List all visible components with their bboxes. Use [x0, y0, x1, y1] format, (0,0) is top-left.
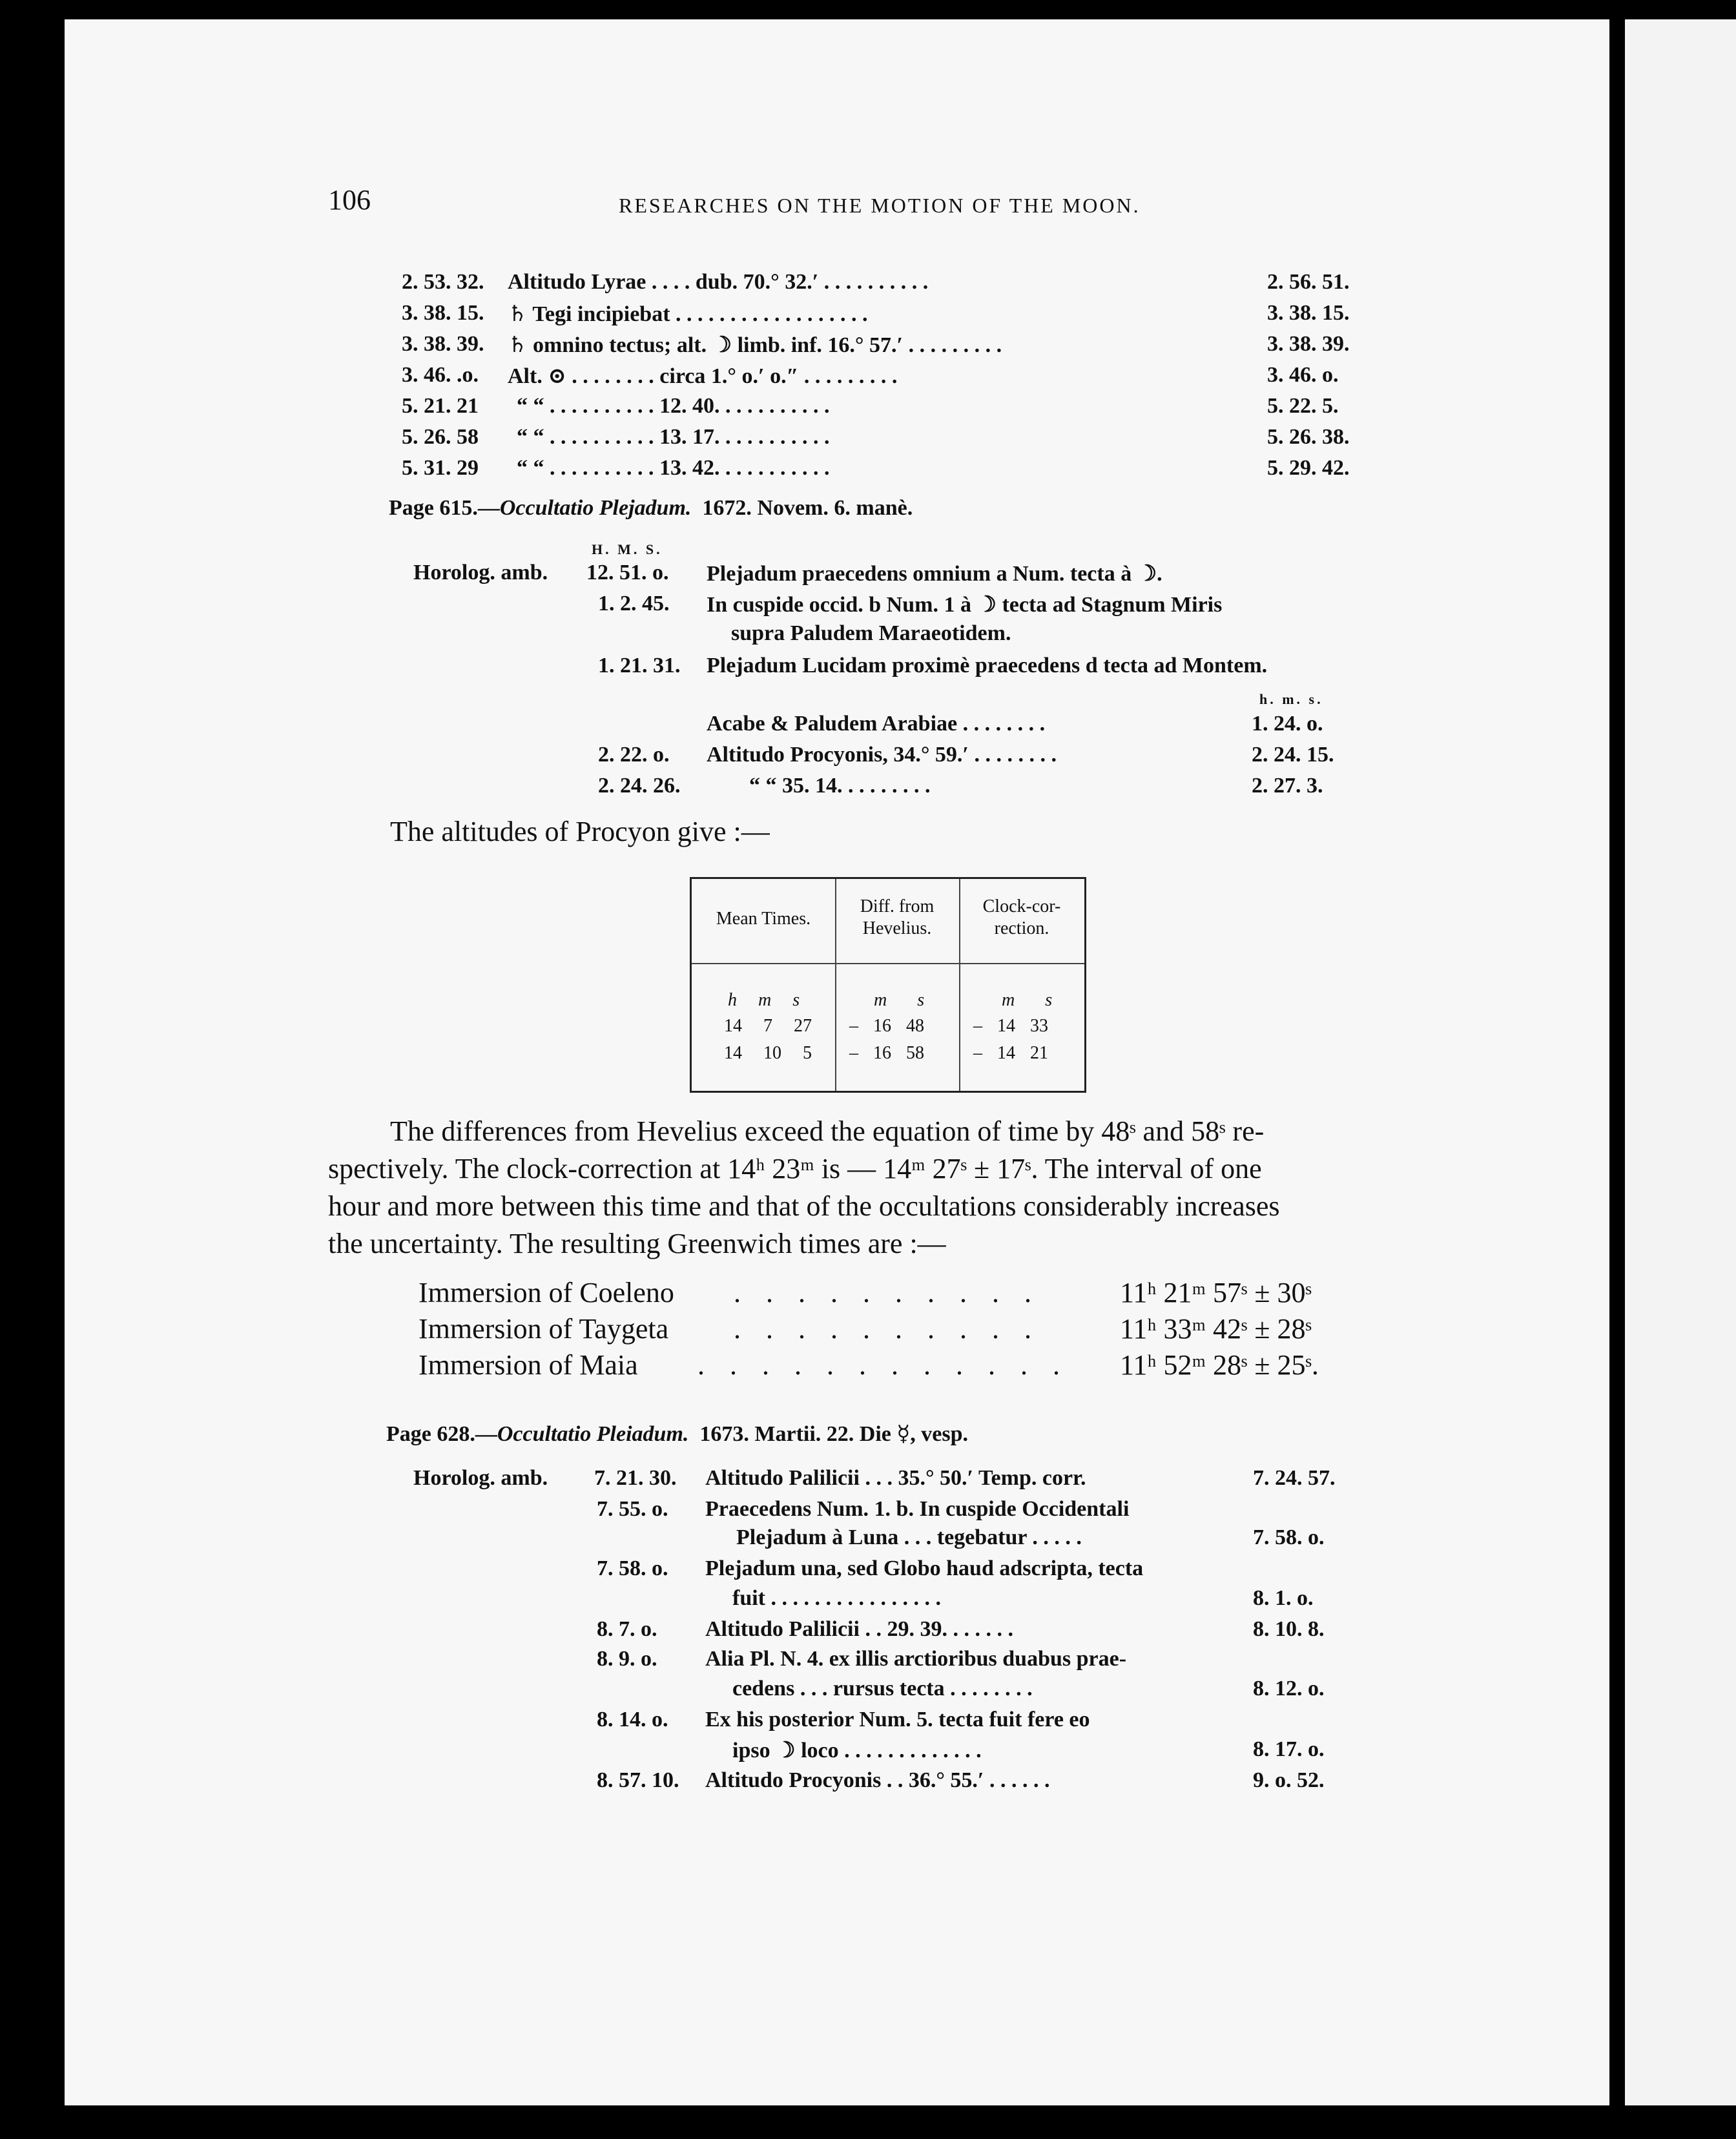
obs-desc: “ “ . . . . . . . . . . 13. 42. . . . . . . . . . . — [517, 456, 830, 480]
table-units: m s — [874, 990, 925, 1010]
obs-result: 8. 1. o. — [1253, 1586, 1314, 1610]
hms-header: H. M. S. — [592, 541, 663, 557]
clock-correction-table — [690, 877, 1086, 1093]
obs-desc: ipso ☽ loco . . . . . . . . . . . . . — [732, 1739, 982, 1762]
obs-result: 3. 38. 39. — [1267, 332, 1350, 356]
obs-desc: Altitudo Procyonis, 34.° 59.′ . . . . . . . . — [707, 743, 1057, 767]
obs-desc: Alt. ⊙ . . . . . . . . circa 1.° o.′ o.″ . . . . . . . . . — [508, 364, 898, 388]
table-col-mean-times — [692, 879, 835, 1091]
obs-result: 9. o. 52. — [1253, 1768, 1325, 1792]
leader-dots: . . . . . . . . . . . . — [698, 1349, 1069, 1381]
procyon-intro: The altitudes of Procyon give :— — [390, 816, 770, 847]
obs-desc: ♄ omnino tectus; alt. ☽ limb. inf. 16.° 57.′ . . . . . . . . . — [508, 333, 1002, 357]
obs-result: 7. 58. o. — [1253, 1525, 1325, 1549]
obs-time: 2. 53. 32. — [402, 270, 484, 294]
table-units: m s — [1002, 990, 1053, 1010]
adjacent-page-edge — [1625, 19, 1736, 2105]
table-cell: – 16 48 — [849, 1016, 924, 1036]
table-cell: – 14 33 — [973, 1016, 1048, 1036]
obs-result: 5. 22. 5. — [1267, 394, 1339, 418]
ref-date: 1673. Martii. 22. Die ☿, vesp. — [699, 1422, 968, 1446]
paragraph-line: spectively. The clock-correction at 14ʰ 23ᵐ is — 14ᵐ 27ˢ ± 17ˢ. The interval of one — [328, 1153, 1262, 1184]
paragraph-line: the uncertainty. The resulting Greenwich times are :— — [328, 1228, 946, 1259]
obs-time: 8. 57. 10. — [597, 1768, 679, 1792]
obs-desc: Plejadum una, sed Globo haud adscripta, tecta — [705, 1556, 1144, 1580]
obs-desc: cedens . . . rursus tecta . . . . . . . . — [732, 1677, 1033, 1700]
table-cell: – 14 21 — [973, 1043, 1048, 1063]
obs-desc: fuit . . . . . . . . . . . . . . . . — [732, 1586, 941, 1610]
page-number: 106 — [328, 184, 371, 216]
obs-desc: Plejadum à Luna . . . tegebatur . . . . . — [736, 1525, 1082, 1549]
obs-desc: Plejadum Lucidam proximè praecedens d tecta ad Montem. — [707, 654, 1268, 677]
immersion-label: Immersion of Taygeta — [418, 1313, 669, 1345]
obs-time: 8. 7. o. — [597, 1617, 657, 1641]
obs-desc: Altitudo Palilicii . . 29. 39. . . . . . . — [705, 1617, 1013, 1641]
obs-label: Horolog. amb. — [413, 1466, 548, 1490]
obs-time: 3. 38. 15. — [402, 301, 484, 325]
page-reference-615 — [389, 496, 913, 521]
obs-time: 7. 55. o. — [597, 1497, 668, 1521]
obs-time: 1. 2. 45. — [598, 592, 670, 615]
obs-time: 5. 26. 58 — [402, 425, 479, 449]
obs-result: 3. 46. o. — [1267, 363, 1339, 387]
ref-title: Occultatio Pleiadum. — [497, 1422, 689, 1446]
immersion-value: 11ʰ 52ᵐ 28ˢ ± 25ˢ. — [1120, 1349, 1319, 1381]
table-cell: – 16 58 — [849, 1043, 924, 1063]
table-header: Diff. from Hevelius. — [860, 896, 935, 938]
table-units: h m s — [728, 990, 800, 1010]
obs-time: 12. 51. o. — [586, 561, 669, 584]
obs-desc: “ “ 35. 14. . . . . . . . . — [749, 774, 931, 798]
obs-result: 2. 27. 3. — [1252, 774, 1323, 798]
obs-result: 8. 12. o. — [1253, 1677, 1325, 1700]
obs-desc: Plejadum praecedens omnium a Num. tecta à ☽. — [707, 562, 1162, 586]
obs-time: 7. 21. 30. — [594, 1466, 677, 1490]
obs-desc: “ “ . . . . . . . . . . 13. 17. . . . . . . . . . . — [517, 425, 830, 449]
obs-result: 8. 10. 8. — [1253, 1617, 1325, 1641]
ref-page: Page 628.— — [386, 1422, 497, 1446]
table-col-diff — [835, 879, 959, 1091]
immersion-value: 11ʰ 21ᵐ 57ˢ ± 30ˢ — [1120, 1277, 1312, 1308]
table-cell: 14 7 27 — [724, 1016, 812, 1036]
obs-result: 1. 24. o. — [1252, 712, 1323, 736]
immersion-label: Immersion of Maia — [418, 1349, 638, 1381]
obs-time: 7. 58. o. — [597, 1556, 668, 1580]
obs-desc: In cuspide occid. b Num. 1 à ☽ tecta ad Stagnum Miris — [707, 593, 1223, 617]
leader-dots: . . . . . . . . . . — [734, 1277, 1040, 1308]
obs-result: 5. 26. 38. — [1267, 425, 1350, 449]
obs-time: 3. 46. .o. — [402, 363, 479, 387]
obs-desc: Altitudo Procyonis . . 36.° 55.′ . . . . . . — [705, 1768, 1050, 1792]
obs-label: Horolog. amb. — [413, 561, 548, 584]
table-header: Mean Times. — [716, 909, 811, 929]
table-header: Clock-cor- rection. — [982, 896, 1061, 938]
obs-result: 5. 29. 42. — [1267, 456, 1350, 480]
obs-result: 2. 24. 15. — [1252, 743, 1334, 767]
obs-time: 2. 24. 26. — [598, 774, 681, 798]
obs-time: 1. 21. 31. — [598, 654, 681, 677]
obs-time: 5. 21. 21 — [402, 394, 479, 418]
obs-result: 7. 24. 57. — [1253, 1466, 1336, 1490]
ref-page: Page 615.— — [389, 496, 500, 520]
paragraph-line: hour and more between this time and that of the occultations considerably increases — [328, 1190, 1280, 1222]
obs-time: 2. 22. o. — [598, 743, 670, 767]
immersion-value: 11ʰ 33ᵐ 42ˢ ± 28ˢ — [1120, 1313, 1312, 1345]
obs-result: 3. 38. 15. — [1267, 301, 1350, 325]
ref-date: 1672. Novem. 6. manè. — [702, 496, 913, 520]
obs-desc: Altitudo Palilicii . . . 35.° 50.′ Temp. corr. — [705, 1466, 1086, 1490]
table-col-clock — [959, 879, 1084, 1091]
table-cell: 14 10 5 — [724, 1043, 812, 1063]
obs-time: 3. 38. 39. — [402, 332, 484, 356]
obs-desc: Acabe & Paludem Arabiae . . . . . . . . — [707, 712, 1046, 736]
obs-desc: Alia Pl. N. 4. ex illis arctioribus duabus prae- — [705, 1647, 1127, 1671]
obs-desc: supra Paludem Maraeotidem. — [731, 621, 1011, 645]
obs-time: 8. 9. o. — [597, 1647, 657, 1671]
obs-desc: Altitudo Lyrae . . . . dub. 70.° 32.′ . . . . . . . . . . — [508, 270, 929, 294]
obs-desc: Ex his posterior Num. 5. tecta fuit fere eo — [705, 1708, 1090, 1731]
obs-desc: ♄ Tegi incipiebat . . . . . . . . . . . . . . . . . . — [508, 302, 868, 326]
immersion-label: Immersion of Coeleno — [418, 1277, 674, 1308]
leader-dots: . . . . . . . . . . — [734, 1313, 1040, 1345]
obs-result: 2. 56. 51. — [1267, 270, 1350, 294]
obs-desc: “ “ . . . . . . . . . . 12. 40. . . . . . . . . . . — [517, 394, 830, 418]
ref-title: Occultatio Plejadum. — [499, 496, 692, 520]
obs-result: 8. 17. o. — [1253, 1737, 1325, 1761]
page-reference-628 — [386, 1421, 968, 1447]
hms-subheader: h. m. s. — [1259, 691, 1323, 707]
obs-time: 5. 31. 29 — [402, 456, 479, 480]
obs-desc: Praecedens Num. 1. b. In cuspide Occidentali — [705, 1497, 1130, 1521]
obs-time: 8. 14. o. — [597, 1708, 668, 1731]
paragraph-line: The differences from Hevelius exceed the equation of time by 48ˢ and 58ˢ re- — [390, 1115, 1265, 1147]
running-title: RESEARCHES ON THE MOTION OF THE MOON. — [619, 194, 1141, 217]
